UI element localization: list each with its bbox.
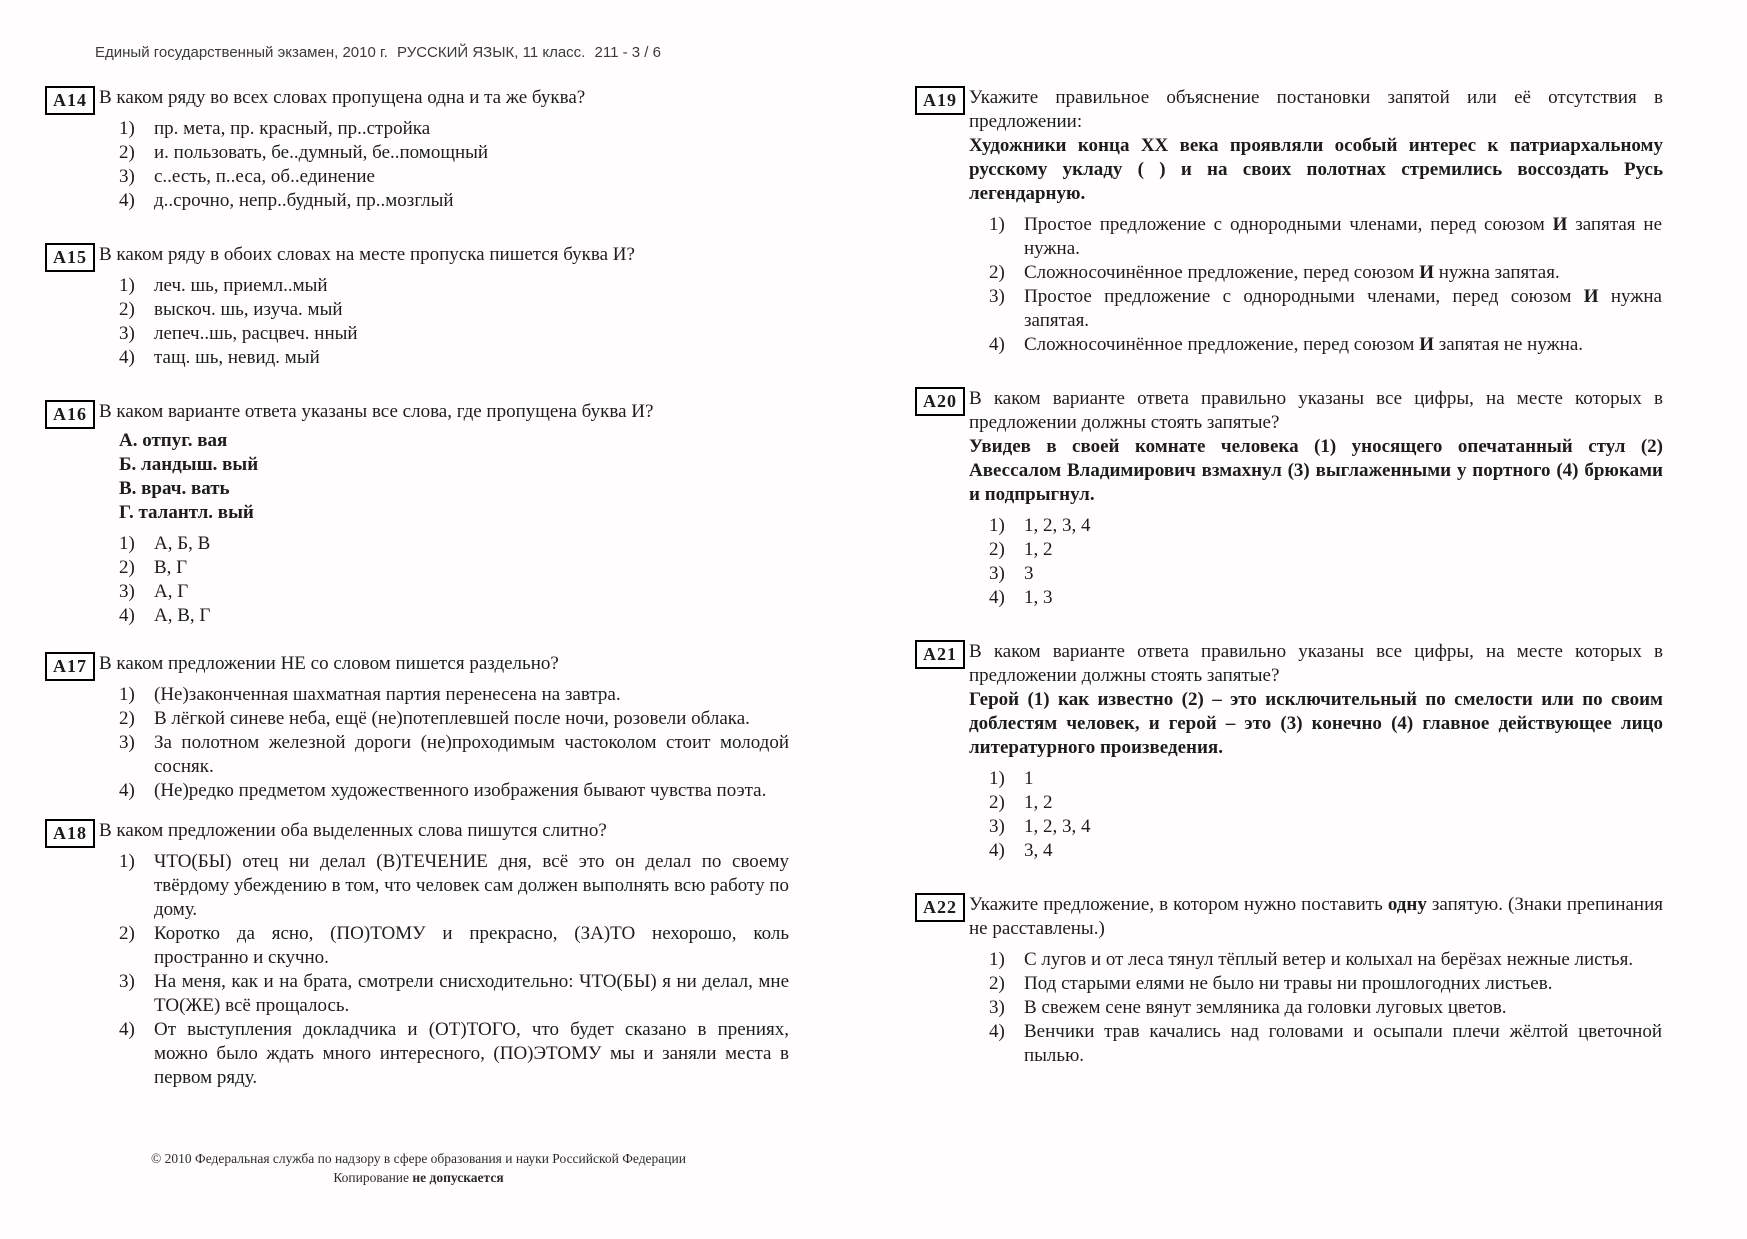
question-a21 <box>915 640 1663 863</box>
options-list <box>969 948 1663 1068</box>
option-number: 1) <box>989 515 1005 536</box>
question-prompt: В каком варианте ответа правильно указаны все цифры, на месте которых в предложении должны стоять запятые? <box>969 388 1663 433</box>
option-text: выскоч. шь, изуча. мый <box>154 299 343 320</box>
option-text: За полотном железной дороги (не)проходимым частоколом стоит молодой сосняк. <box>154 732 789 777</box>
answer-option <box>969 972 1663 996</box>
options-list <box>969 767 1663 863</box>
option-number: 4) <box>119 605 135 626</box>
question-body <box>99 243 790 370</box>
options-list <box>99 532 790 628</box>
question-number-badge: A14 <box>45 86 95 115</box>
option-number: 3) <box>989 997 1005 1018</box>
answer-option <box>99 189 790 213</box>
option-text: В, Г <box>154 557 188 578</box>
page-footer <box>45 1149 792 1187</box>
question-number-badge: A21 <box>915 640 965 669</box>
option-text: На меня, как и на брата, смотрели снисходительно: ЧТО(БЫ) я ни делал, мне ТО(ЖЕ) всё прощалось. <box>154 971 789 1016</box>
option-number: 3) <box>989 563 1005 584</box>
answer-option <box>969 285 1663 333</box>
answer-option <box>969 562 1663 586</box>
lettered-item: А. отпуг. вая <box>119 430 228 451</box>
answer-option <box>969 948 1663 972</box>
lettered-word-list <box>119 429 790 525</box>
question-prompt: В каком варианте ответа указаны все слова, где пропущена буква И? <box>99 401 654 422</box>
answer-option <box>99 580 790 604</box>
option-text: (Не)редко предметом художественного изображения бывают чувства поэта. <box>154 780 767 801</box>
question-number-badge: A16 <box>45 400 95 429</box>
left-column <box>45 86 790 1120</box>
option-text: Сложносочинённое предложение, перед союзом И нужна запятая. <box>1024 262 1560 283</box>
answer-option <box>969 213 1663 261</box>
answer-option <box>99 274 790 298</box>
option-number: 4) <box>119 780 135 801</box>
answer-option <box>99 532 790 556</box>
option-number: 3) <box>119 732 135 753</box>
option-text: Простое предложение с однородными членами, перед союзом И запятая не нужна. <box>1024 214 1663 259</box>
option-number: 3) <box>119 323 135 344</box>
option-number: 3) <box>119 581 135 602</box>
question-body <box>969 893 1663 1068</box>
answer-option <box>99 1018 790 1090</box>
option-text: Коротко да ясно, (ПО)ТОМУ и прекрасно, (ЗА)ТО нехорошо, коль пространно и скучно. <box>154 923 789 968</box>
options-list <box>99 117 790 213</box>
answer-option <box>99 731 790 779</box>
question-body <box>969 387 1663 610</box>
option-number: 4) <box>119 1019 135 1040</box>
option-text: пр. мета, пр. красный, пр..стройка <box>154 118 431 139</box>
option-number: 4) <box>989 840 1005 861</box>
question-a18 <box>45 819 790 1090</box>
option-number: 2) <box>119 299 135 320</box>
answer-option <box>969 767 1663 791</box>
answer-option <box>99 298 790 322</box>
answer-option <box>99 604 790 628</box>
option-text: Под старыми елями не было ни травы ни прошлогодних листьев. <box>1024 973 1553 994</box>
answer-option <box>99 117 790 141</box>
option-text: тащ. шь, невид. мый <box>154 347 320 368</box>
option-number: 3) <box>119 166 135 187</box>
option-number: 1) <box>119 275 135 296</box>
option-number: 1) <box>119 118 135 139</box>
option-text: 3 <box>1024 563 1034 584</box>
header-subject: РУССКИЙ ЯЗЫК, 11 класс. <box>397 44 586 61</box>
option-number: 2) <box>119 142 135 163</box>
answer-option <box>969 815 1663 839</box>
option-text: д..срочно, непр..будный, пр..мозглый <box>154 190 454 211</box>
option-text: От выступления докладчика и (ОТ)ТОГО, что будет сказано в прениях, можно было ждать много интересного, (ПО)ЭТОМУ мы и заняли места в первом ряду. <box>154 1019 789 1088</box>
option-number: 2) <box>989 262 1005 283</box>
option-text: 3, 4 <box>1024 840 1053 861</box>
page-header <box>95 44 661 61</box>
option-number: 3) <box>119 971 135 992</box>
answer-option <box>99 556 790 580</box>
option-text: 1, 2 <box>1024 792 1053 813</box>
question-body <box>969 640 1663 863</box>
answer-option <box>99 779 790 803</box>
question-number-badge: A18 <box>45 819 95 848</box>
answer-option <box>99 322 790 346</box>
option-text: и. пользовать, бе..думный, бе..помощный <box>154 142 489 163</box>
answer-option <box>99 165 790 189</box>
option-number: 1) <box>119 533 135 554</box>
question-a14 <box>45 86 790 213</box>
option-text: 1, 2 <box>1024 539 1053 560</box>
question-a16 <box>45 400 790 628</box>
question-number-badge: A19 <box>915 86 965 115</box>
option-number: 4) <box>989 587 1005 608</box>
question-prompt: В каком предложении оба выделенных слова пишутся слитно? <box>99 820 607 841</box>
question-body <box>99 819 790 1090</box>
answer-option <box>969 333 1663 357</box>
option-number: 4) <box>119 347 135 368</box>
answer-option <box>99 922 790 970</box>
question-a22 <box>915 893 1663 1068</box>
answer-option <box>969 996 1663 1020</box>
option-text: Сложносочинённое предложение, перед союзом И запятая не нужна. <box>1024 334 1584 355</box>
option-number: 1) <box>119 851 135 872</box>
answer-option <box>969 538 1663 562</box>
option-number: 3) <box>989 286 1005 307</box>
option-number: 2) <box>119 708 135 729</box>
question-number-badge: A15 <box>45 243 95 272</box>
option-text: В лёгкой синеве неба, ещё (не)потеплевшей после ночи, розовели облака. <box>154 708 750 729</box>
question-prompt: Укажите правильное объяснение постановки запятой или её отсутствия в предложении: <box>969 87 1663 132</box>
question-body <box>99 400 790 628</box>
answer-option <box>969 791 1663 815</box>
right-column <box>915 86 1663 1098</box>
answer-option <box>99 707 790 731</box>
header-variant-code: 211 - 3 / 6 <box>594 44 661 61</box>
option-number: 2) <box>989 792 1005 813</box>
option-text: 1 <box>1024 768 1034 789</box>
question-a15 <box>45 243 790 370</box>
option-number: 3) <box>989 816 1005 837</box>
option-number: 1) <box>989 949 1005 970</box>
question-number-badge: A20 <box>915 387 965 416</box>
question-body <box>99 652 790 803</box>
answer-option <box>99 850 790 922</box>
option-text: 1, 2, 3, 4 <box>1024 515 1091 536</box>
option-number: 2) <box>989 539 1005 560</box>
answer-option <box>969 586 1663 610</box>
option-text: 1, 3 <box>1024 587 1053 608</box>
option-text: леч. шь, приемл..мый <box>154 275 328 296</box>
answer-option <box>99 346 790 370</box>
question-stimulus-sentence: Увидев в своей комнате человека (1) уносящего опечатанный стул (2) Авессалом Владимирович взмахнул (3) выглаженными у портного (4) брюками и подпрыгнул. <box>969 436 1663 505</box>
option-text: А, В, Г <box>154 605 211 626</box>
question-number-badge: A22 <box>915 893 965 922</box>
question-prompt: В каком ряду во всех словах пропущена одна и та же буква? <box>99 87 586 108</box>
question-stimulus-sentence: Художники конца XX века проявляли особый интерес к патриархальному русскому укладу ( ) и на своих полотнах стремились воссоздать Русь легендарную. <box>969 135 1663 204</box>
lettered-item: Г. талантл. вый <box>119 502 254 523</box>
answer-option <box>99 141 790 165</box>
option-text: с..есть, п..еса, об..единение <box>154 166 375 187</box>
option-text: А, Г <box>154 581 189 602</box>
answer-option <box>99 970 790 1018</box>
options-list <box>99 274 790 370</box>
question-stimulus-sentence: Герой (1) как известно (2) – это исключительный по смелости или по своим доблестям человек, и герой – это (3) конечно (4) главное действующее лицо литературного произведения. <box>969 689 1663 758</box>
question-prompt: В каком варианте ответа правильно указаны все цифры, на месте которых в предложении должны стоять запятые? <box>969 641 1663 686</box>
option-number: 4) <box>119 190 135 211</box>
option-text: Венчики трав качались над головами и осыпали плечи жёлтой цветочной пылью. <box>1024 1021 1662 1066</box>
option-text: А, Б, В <box>154 533 211 554</box>
header-exam-title: Единый государственный экзамен, 2010 г. <box>95 44 388 61</box>
answer-option <box>99 683 790 707</box>
option-text: лепеч..шь, расцвеч. нный <box>154 323 358 344</box>
question-prompt: В каком предложении НЕ со словом пишется раздельно? <box>99 653 559 674</box>
question-prompt: Укажите предложение, в котором нужно поставить одну запятую. (Знаки препинания не расставлены.) <box>969 894 1663 939</box>
question-body <box>99 86 790 213</box>
options-list <box>99 683 790 803</box>
lettered-item: В. врач. вать <box>119 478 230 499</box>
option-text: В свежем сене вянут земляника да головки луговых цветов. <box>1024 997 1507 1018</box>
question-prompt: В каком ряду в обоих словах на месте пропуска пишется буква И? <box>99 244 635 265</box>
option-text: ЧТО(БЫ) отец ни делал (В)ТЕЧЕНИЕ дня, всё это он делал по своему твёрдому убеждению в том, что человек сам должен выполнять всю работу по дому. <box>154 851 789 920</box>
copyright-line: © 2010 Федеральная служба по надзору в сфере образования и науки Российской Федерации <box>151 1151 686 1166</box>
lettered-item: Б. ландыш. вый <box>119 454 259 475</box>
question-a19 <box>915 86 1663 357</box>
copy-prohibited-line: Копирование не допускается <box>333 1170 504 1185</box>
answer-option <box>969 514 1663 538</box>
options-list <box>99 850 790 1090</box>
option-number: 2) <box>119 557 135 578</box>
question-number-badge: A17 <box>45 652 95 681</box>
question-a20 <box>915 387 1663 610</box>
option-text: (Не)законченная шахматная партия перенесена на завтра. <box>154 684 621 705</box>
question-a17 <box>45 652 790 803</box>
question-body <box>969 86 1663 357</box>
answer-option <box>969 261 1663 285</box>
options-list <box>969 514 1663 610</box>
option-text: С лугов и от леса тянул тёплый ветер и колыхал на берёзах нежные листья. <box>1024 949 1634 970</box>
answer-option <box>969 839 1663 863</box>
option-number: 1) <box>119 684 135 705</box>
option-number: 1) <box>989 768 1005 789</box>
option-number: 2) <box>119 923 135 944</box>
option-text: 1, 2, 3, 4 <box>1024 816 1091 837</box>
answer-option <box>969 1020 1663 1068</box>
option-number: 4) <box>989 1021 1005 1042</box>
option-number: 2) <box>989 973 1005 994</box>
option-number: 4) <box>989 334 1005 355</box>
option-text: Простое предложение с однородными членами, перед союзом И нужна запятая. <box>1024 286 1662 331</box>
option-number: 1) <box>989 214 1005 235</box>
options-list <box>969 213 1663 357</box>
